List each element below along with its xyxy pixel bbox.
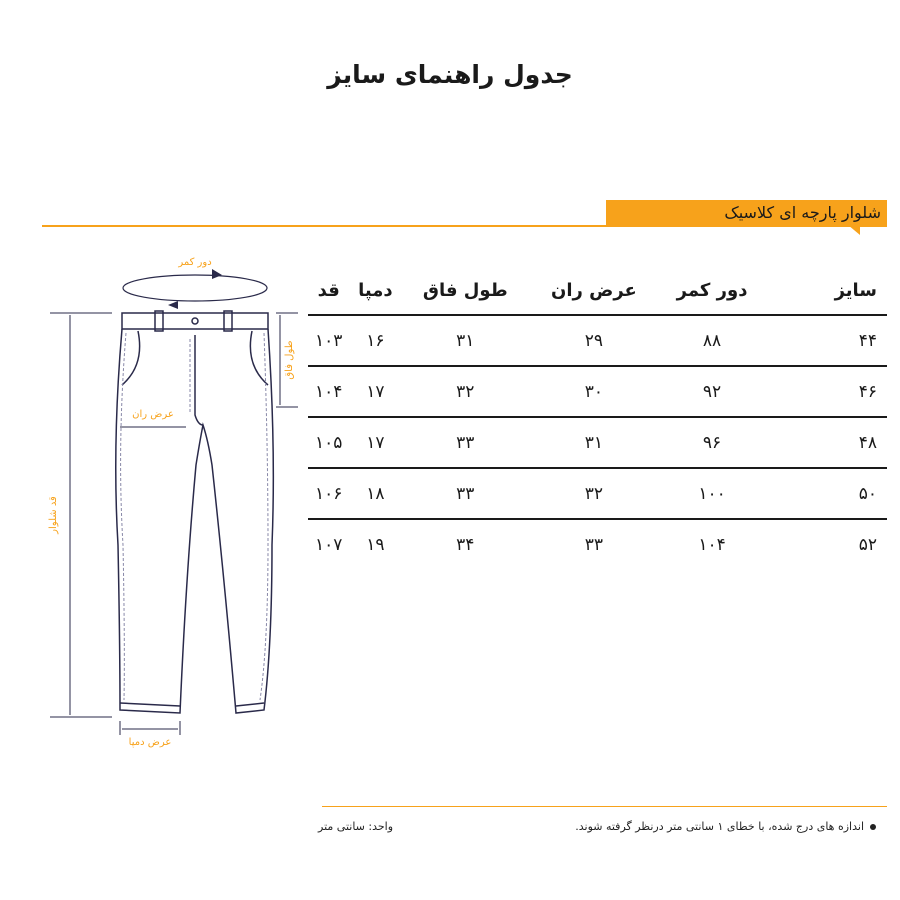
cell-hem: ۱۸ [349, 468, 401, 519]
rise-label: طول فاق [284, 340, 295, 380]
section-divider [42, 225, 887, 227]
footer-note [575, 820, 876, 833]
cell-thigh: ۳۱ [529, 417, 658, 468]
cell-size: ۴۴ [765, 315, 887, 366]
bullet-icon [870, 824, 876, 830]
thigh-label: عرض ران [132, 409, 174, 420]
cell-length: ۱۰۴ [308, 366, 349, 417]
cell-length: ۱۰۳ [308, 315, 349, 366]
cell-rise: ۳۳ [401, 468, 529, 519]
size-table [308, 266, 887, 569]
section-tab-notch [848, 225, 860, 235]
cell-size: ۴۸ [765, 417, 887, 468]
cell-length: ۱۰۷ [308, 519, 349, 569]
header-length: قد [317, 279, 340, 301]
cell-thigh: ۲۹ [529, 315, 658, 366]
pants-diagram [40, 245, 310, 755]
cell-hem: ۱۷ [349, 366, 401, 417]
length-label: قد شلوار [48, 496, 59, 534]
waist-arrow-top-icon [212, 269, 222, 279]
cell-rise: ۳۱ [401, 315, 529, 366]
header-hem: دمپا [358, 279, 393, 301]
table-row [308, 315, 887, 366]
cell-size: ۴۶ [765, 366, 887, 417]
cell-size: ۵۲ [765, 519, 887, 569]
cell-hem: ۱۹ [349, 519, 401, 569]
cell-thigh: ۳۳ [529, 519, 658, 569]
header-thigh: عرض ران [550, 279, 637, 301]
header-waist: دور کمر [676, 279, 748, 301]
cell-rise: ۳۳ [401, 417, 529, 468]
cell-waist: ۱۰۴ [659, 519, 766, 569]
section-title: شلوار پارچه ای کلاسیک [606, 200, 887, 225]
cell-waist: ۹۶ [659, 417, 766, 468]
cell-thigh: ۳۰ [529, 366, 658, 417]
cell-thigh: ۳۲ [529, 468, 658, 519]
cell-hem: ۱۶ [349, 315, 401, 366]
waist-arrow-bottom-icon [168, 301, 178, 309]
table-row [308, 519, 887, 569]
cell-waist: ۸۸ [659, 315, 766, 366]
cell-waist: ۹۲ [659, 366, 766, 417]
header-size: سایز [834, 279, 877, 301]
table-row [308, 417, 887, 468]
table-row [308, 366, 887, 417]
cell-hem: ۱۷ [349, 417, 401, 468]
table-header-row [308, 266, 887, 315]
header-rise: طول فاق [422, 279, 508, 301]
cell-size: ۵۰ [765, 468, 887, 519]
footer-divider [322, 806, 887, 807]
cell-length: ۱۰۶ [308, 468, 349, 519]
cell-length: ۱۰۵ [308, 417, 349, 468]
table-row [308, 468, 887, 519]
unit-label: واحد: سانتی متر [318, 820, 394, 833]
cell-rise: ۳۲ [401, 366, 529, 417]
cell-rise: ۳۴ [401, 519, 529, 569]
waist-label: دور کمر [178, 257, 212, 268]
footer-note-text: اندازه های درج شده، با خطای ۱ سانتی متر درنظر گرفته شوند. [575, 820, 864, 833]
page-title: جدول راهنمای سایز [327, 60, 573, 89]
cell-waist: ۱۰۰ [659, 468, 766, 519]
hem-label: عرض دمپا [128, 737, 172, 748]
